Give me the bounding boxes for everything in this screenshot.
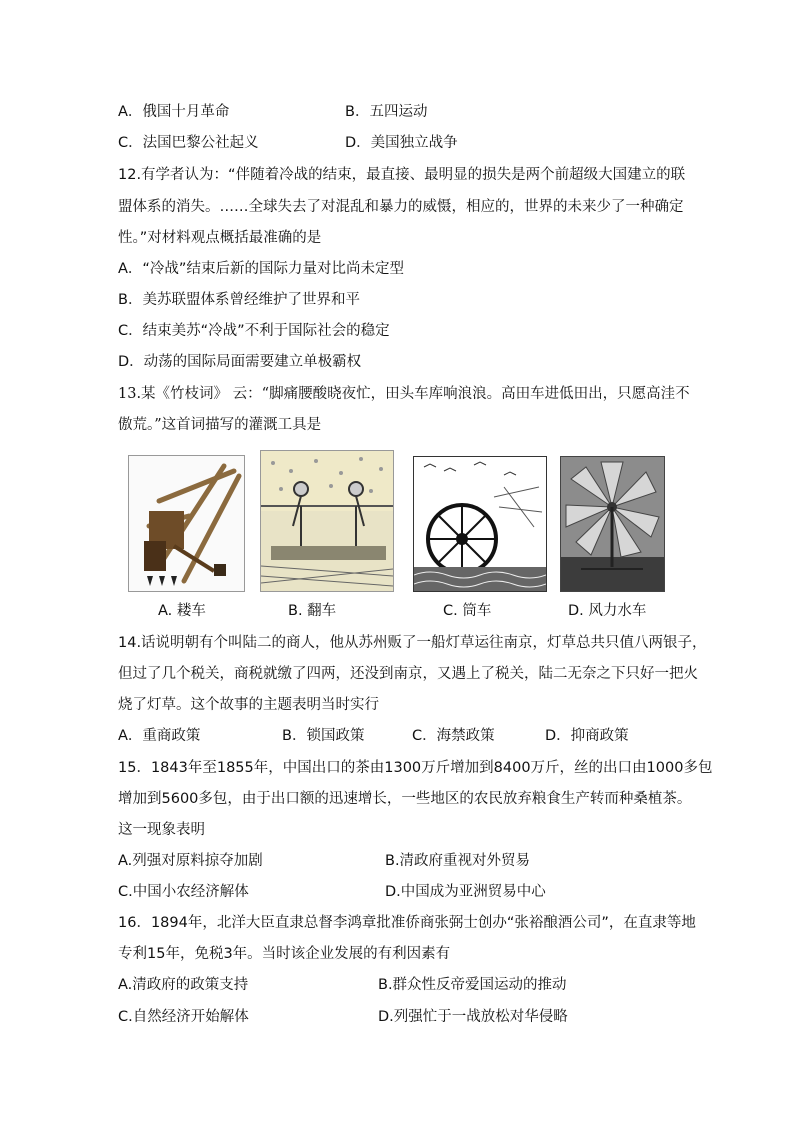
q11-option-b: B．五四运动 (345, 104, 428, 120)
q15-stem-line-3: 这一现象表明 (118, 822, 205, 838)
q14-option-d: D．抑商政策 (545, 728, 629, 744)
caption-a: A. 耧车 (158, 603, 206, 619)
q12-stem-line-3: 性。”对材料观点概括最准确的是 (118, 230, 322, 246)
caption-d: D. 风力水车 (568, 603, 647, 619)
q15-stem-line-2: 增加到5600多包，由于出口额的迅速增长，一些地区的农民放弃粮食生产转而种桑植茶。 (118, 791, 692, 807)
q15-option-b: B.清政府重视对外贸易 (385, 853, 531, 869)
tong-che-image (413, 456, 547, 592)
q12-option-d: D．动荡的国际局面需要建立单极霸权 (118, 354, 362, 370)
q15-stem-line-1: 15．1843年至1855年，中国出口的茶由1300万斤增加到8400万斤，丝的出口由1000多包 (118, 760, 713, 776)
q14-option-a: A．重商政策 (118, 728, 201, 744)
feng-li-shui-che-image (560, 456, 665, 592)
q16-option-b: B.群众性反帝爱国运动的推动 (378, 977, 567, 993)
q12-stem-line-2: 盟体系的消失。……全球失去了对混乱和暴力的威慑，相应的，世界的未来少了一种确定 (118, 199, 684, 215)
q15-option-d: D.中国成为亚洲贸易中心 (385, 884, 546, 900)
fan-che-image (260, 450, 394, 592)
lou-che-image (128, 455, 245, 592)
q12-option-b: B．美苏联盟体系曾经维护了世界和平 (118, 292, 360, 308)
q16-stem-line-2: 专利15年，免税3年。当时该企业发展的有利因素有 (118, 946, 451, 962)
q13-stem-line-2: 傲荒。”这首词描写的灌溉工具是 (118, 417, 322, 433)
caption-c: C. 筒车 (443, 603, 492, 619)
q14-stem-line-2: 但过了几个税关，商税就缴了四两，还没到南京，又遇上了税关，陆二无奈之下只好一把火 (118, 666, 698, 682)
q12-stem-line-1: 12.有学者认为：“伴随着冷战的结束，最直接、最明显的损失是两个前超级大国建立的联 (118, 167, 686, 183)
q12-option-c: C．结束美苏“冷战”不利于国际社会的稳定 (118, 323, 390, 339)
q16-option-c: C.自然经济开始解体 (118, 1009, 249, 1025)
caption-b: B. 翻车 (288, 603, 337, 619)
q16-stem-line-1: 16．1894年，北洋大臣直隶总督李鸿章批准侨商张弼士创办“张裕酿酒公司”，在直隶等地 (118, 915, 696, 931)
q14-option-c: C．海禁政策 (412, 728, 495, 744)
q11-option-c: C．法国巴黎公社起义 (118, 135, 259, 151)
q15-option-c: C.中国小农经济解体 (118, 884, 249, 900)
q14-stem-line-3: 烧了灯草。这个故事的主题表明当时实行 (118, 697, 379, 713)
q13-stem-line-1: 13.某《竹枝词》 云：“脚痛腰酸晓夜忙，田头车库响浪浪。高田车进低田出，只愿高洼不 (118, 386, 690, 402)
q11-option-d: D．美国独立战争 (345, 135, 458, 151)
q14-option-b: B．锁国政策 (282, 728, 365, 744)
q11-option-a: A．俄国十月革命 (118, 104, 230, 120)
q12-option-a: A．“冷战”结束后新的国际力量对比尚未定型 (118, 261, 404, 277)
q16-option-d: D.列强忙于一战放松对华侵略 (378, 1009, 568, 1025)
q14-stem-line-1: 14.话说明朝有个叫陆二的商人，他从苏州贩了一船灯草运往南京，灯草总共只值八两银子， (118, 635, 707, 651)
q16-option-a: A.清政府的政策支持 (118, 977, 249, 993)
q15-option-a: A.列强对原料掠夺加剧 (118, 853, 263, 869)
